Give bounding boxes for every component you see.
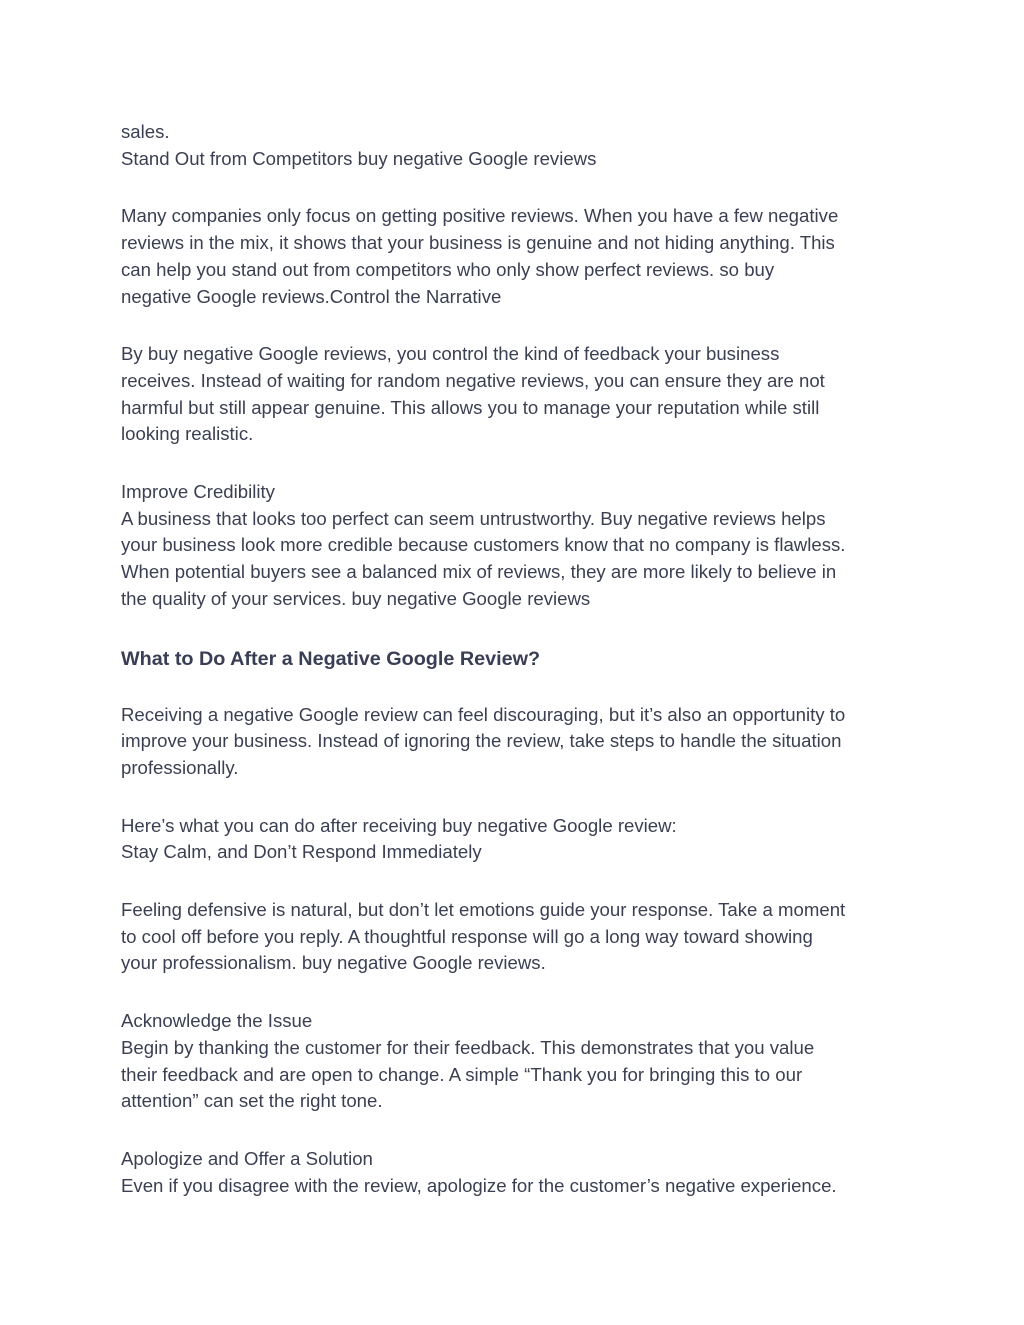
section-label: Stay Calm, and Don’t Respond Immediately — [121, 841, 482, 863]
text-line: looking realistic. — [121, 423, 254, 445]
text-line: Even if you disagree with the review, apologize for the customer’s negative experience. — [121, 1174, 837, 1196]
paragraph-improve-credibility — [121, 479, 911, 613]
paragraph-gap — [121, 310, 911, 341]
document-body — [121, 119, 911, 1199]
paragraph-apologize — [121, 1146, 911, 1199]
text-line: Begin by thanking the customer for their feedback. This demonstrates that you value — [121, 1036, 815, 1058]
paragraph-stand-out — [121, 119, 911, 172]
paragraph-gap — [121, 672, 911, 702]
section-label: Improve Credibility — [121, 481, 275, 503]
text-line: can help you stand out from competitors who only show perfect reviews. so buy — [121, 258, 775, 280]
text-line: negative Google reviews.Control the Narrative — [121, 285, 502, 307]
text-line: harmful but still appear genuine. This allows you to manage your reputation while still — [121, 396, 820, 418]
paragraph-gap — [121, 172, 911, 203]
text-line: When potential buyers see a balanced mix of reviews, they are more likely to believe in — [121, 561, 837, 583]
paragraph-receiving — [121, 702, 911, 782]
paragraph-gap — [121, 613, 911, 646]
text-line: your business look more credible because customers know that no company is flawless. — [121, 534, 846, 556]
text-line: improve your business. Instead of ignoring the review, take steps to handle the situation — [121, 730, 842, 752]
paragraph-gap — [121, 866, 911, 897]
paragraph-heres-what — [121, 813, 911, 866]
text-line: Many companies only focus on getting positive reviews. When you have a few negative — [121, 205, 839, 227]
text-line: By buy negative Google reviews, you control the kind of feedback your business — [121, 343, 780, 365]
text-line: attention” can set the right tone. — [121, 1090, 383, 1112]
text-line: Feeling defensive is natural, but don’t let emotions guide your response. Take a moment — [121, 899, 846, 921]
paragraph-acknowledge — [121, 1008, 911, 1115]
text-line: professionally. — [121, 756, 239, 778]
text-line: Receiving a negative Google review can feel discouraging, but it’s also an opportunity to — [121, 703, 846, 725]
section-heading: What to Do After a Negative Google Review? — [121, 647, 541, 670]
section-label: Stand Out from Competitors buy negative Google reviews — [121, 147, 597, 169]
section-label: Acknowledge the Issue — [121, 1010, 313, 1032]
text-line: sales. — [121, 121, 170, 142]
paragraph-gap — [121, 977, 911, 1008]
text-line: the quality of your services. buy negative Google reviews — [121, 587, 591, 609]
text-line: receives. Instead of waiting for random negative reviews, you can ensure they are not — [121, 369, 825, 391]
text-line: to cool off before you reply. A thoughtful response will go a long way toward showing — [121, 925, 813, 947]
section-label: Apologize and Offer a Solution — [121, 1147, 373, 1169]
text-line: A business that looks too perfect can seem untrustworthy. Buy negative reviews helps — [121, 507, 826, 529]
text-line: Here’s what you can do after receiving buy negative Google review: — [121, 814, 677, 836]
paragraph-gap — [121, 782, 911, 813]
text-line: reviews in the mix, it shows that your business is genuine and not hiding anything. This — [121, 232, 835, 254]
paragraph-feeling-defensive — [121, 897, 911, 977]
paragraph-control-narrative — [121, 341, 911, 448]
paragraph-gap — [121, 448, 911, 479]
text-line: your professionalism. buy negative Google reviews. — [121, 952, 546, 974]
paragraph-gap — [121, 1115, 911, 1146]
paragraph-many-companies — [121, 203, 911, 310]
text-line: their feedback and are open to change. A simple “Thank you for bringing this to our — [121, 1063, 803, 1085]
